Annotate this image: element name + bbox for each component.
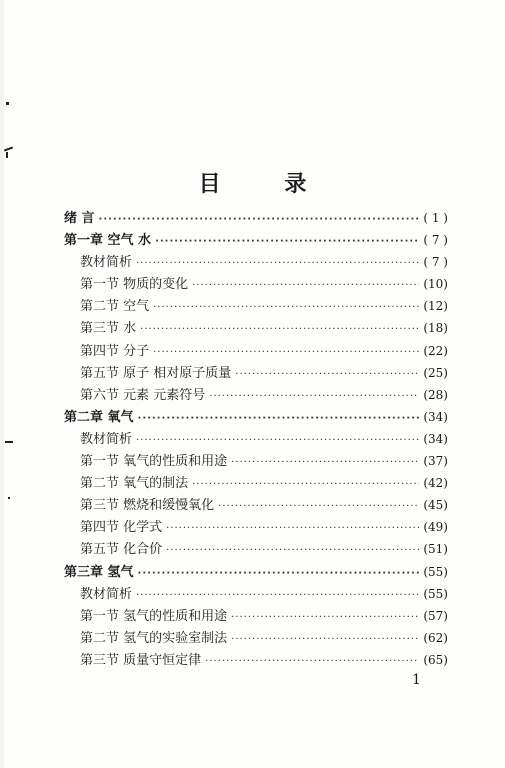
toc-entry-page: (22) [423, 343, 448, 358]
toc-chapter-entry [64, 229, 448, 251]
toc-section-entry [64, 450, 448, 472]
toc-section-entry [64, 273, 448, 295]
toc-section-entry [64, 340, 448, 362]
toc-leader-dots [140, 324, 419, 335]
scan-dash [5, 441, 13, 443]
scan-hook-mark [4, 147, 13, 152]
toc-entry-page: (57) [423, 608, 448, 623]
page-number: 1 [412, 672, 421, 688]
toc-entry-label: 第一节 氢气的性质和用途 [80, 608, 228, 624]
toc-entry-page: (34) [423, 431, 448, 446]
toc-entry-page: (62) [423, 630, 448, 645]
toc-leader-dots [153, 302, 419, 313]
toc-entry-page: (34) [423, 409, 448, 424]
toc-section-entry [64, 583, 448, 605]
toc-entry-label: 第一节 物质的变化 [80, 277, 189, 293]
toc-section-entry [64, 605, 448, 627]
toc-leader-dots [192, 280, 419, 291]
toc-section-entry [64, 251, 448, 273]
toc-leader-dots [231, 634, 419, 645]
toc-leader-dots [155, 236, 419, 247]
toc-entry-page: (55) [423, 586, 448, 601]
toc-entry-page: (55) [423, 564, 448, 579]
toc-entry-page: (37) [423, 454, 448, 469]
toc-entry-page: ( 7 ) [423, 255, 448, 270]
toc-entry-label: 第五节 原子 相对原子质量 [80, 365, 232, 381]
toc-section-entry [64, 384, 448, 406]
toc-entry-page: (10) [423, 277, 448, 292]
toc-entry-page: (49) [423, 520, 448, 535]
toc-entry-page: (12) [423, 299, 448, 314]
toc-leader-dots [99, 214, 420, 225]
toc-entry-label: 教材简析 [80, 431, 133, 447]
toc-entry-label: 第四节 分子 [80, 343, 150, 359]
scan-speck [6, 102, 9, 105]
toc-entry-label: 第一节 氧气的性质和用途 [80, 454, 228, 470]
table-of-contents [64, 207, 448, 671]
scan-hook-mark-tail [6, 152, 8, 158]
toc-entry-label: 教材简析 [80, 586, 133, 602]
toc-section-entry [64, 649, 448, 671]
toc-entry-page: (65) [423, 652, 448, 667]
toc-entry-label: 第一章 空气 水 [64, 233, 152, 249]
toc-leader-dots [136, 258, 419, 269]
toc-entry-label: 第六节 元素 元素符号 [80, 387, 206, 403]
toc-leader-dots [192, 479, 419, 490]
toc-leader-dots [231, 612, 419, 623]
toc-entry-page: ( 7 ) [423, 233, 448, 248]
toc-entry-page: (18) [423, 321, 448, 336]
toc-leader-dots [231, 457, 419, 468]
toc-entry-label: 第三节 质量守恒定律 [80, 652, 202, 668]
toc-entry-label: 第五节 化合价 [80, 542, 163, 558]
toc-leader-dots [136, 435, 419, 446]
toc-leader-dots [136, 590, 419, 601]
toc-section-entry [64, 317, 448, 339]
toc-section-entry [64, 538, 448, 560]
toc-entry-page: (45) [423, 498, 448, 513]
page-title: 目 录 [198, 172, 335, 197]
toc-chapter-entry [64, 561, 448, 583]
toc-leader-dots [153, 347, 419, 358]
toc-section-entry [64, 627, 448, 649]
toc-section-entry [64, 516, 448, 538]
toc-leader-dots [138, 568, 420, 579]
scan-edge [0, 0, 4, 768]
toc-section-entry [64, 472, 448, 494]
toc-entry-label: 第三节 水 [80, 321, 137, 337]
toc-chapter-entry [64, 406, 448, 428]
toc-entry-label: 第二节 空气 [80, 299, 150, 315]
toc-entry-label: 第二节 氢气的实验室制法 [80, 630, 228, 646]
toc-entry-page: (28) [423, 387, 448, 402]
toc-leader-dots [138, 413, 420, 424]
toc-entry-label: 第三章 氢气 [64, 564, 134, 580]
toc-section-entry [64, 362, 448, 384]
toc-leader-dots [205, 656, 419, 667]
toc-entry-page: (42) [423, 476, 448, 491]
toc-leader-dots [166, 523, 419, 534]
toc-entry-label: 第三节 燃烧和缓慢氧化 [80, 498, 215, 514]
toc-leader-dots [166, 545, 419, 556]
toc-entry-label: 第二章 氧气 [64, 409, 134, 425]
toc-leader-dots [209, 391, 419, 402]
toc-section-entry [64, 295, 448, 317]
toc-leader-dots [235, 369, 419, 380]
toc-entry-label: 绪 言 [64, 211, 95, 226]
toc-entry-page: ( 1 ) [423, 211, 448, 225]
toc-leader-dots [218, 501, 419, 512]
toc-chapter-entry [64, 207, 448, 229]
toc-entry-label: 教材简析 [80, 255, 133, 271]
toc-entry-label: 第二节 氧气的制法 [80, 476, 189, 492]
toc-section-entry [64, 428, 448, 450]
toc-entry-label: 第四节 化学式 [80, 520, 163, 536]
toc-section-entry [64, 494, 448, 516]
toc-entry-page: (25) [423, 365, 448, 380]
scan-speck-2 [8, 497, 10, 499]
toc-entry-page: (51) [423, 542, 448, 557]
